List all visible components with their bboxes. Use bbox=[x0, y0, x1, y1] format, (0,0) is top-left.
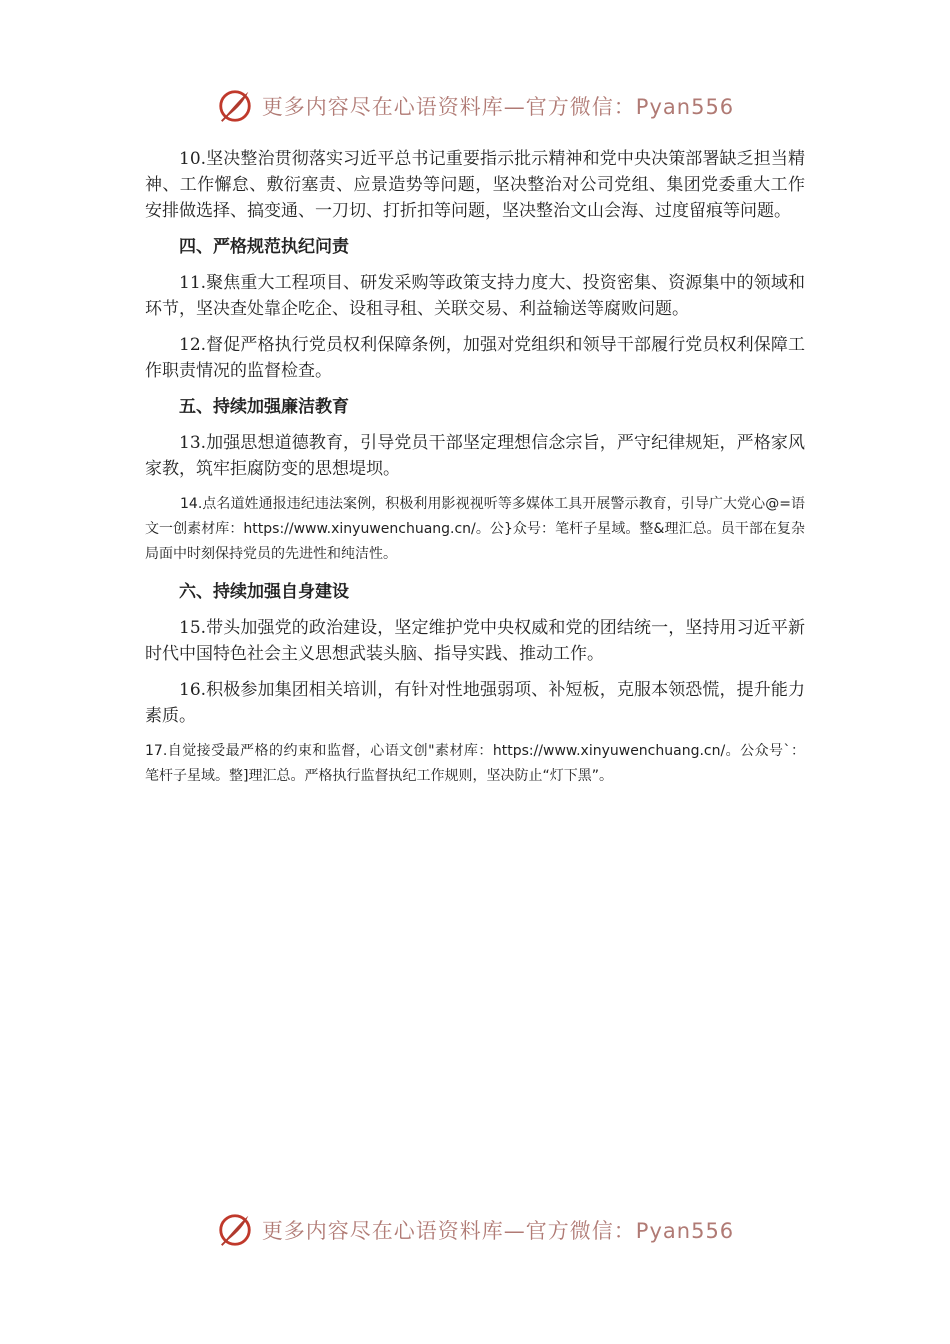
section-heading-4: 四、严格规范执纪问责 bbox=[179, 237, 349, 257]
paragraph-17: 17.自觉接受最严格的约束和监督，心语文创"素材库：https://www.xinyuwenchuang.cn/。公众号`：笔杆子星域。整]理汇总。严格执行监督执纪工作规则，坚决防止“灯下黑”。 bbox=[145, 743, 805, 784]
document-body bbox=[145, 146, 805, 801]
footer-banner-text: 更多内容尽在心语资料库—官方微信：Pyan556 bbox=[261, 1219, 735, 1243]
quill-pen-logo-icon bbox=[216, 87, 254, 125]
paragraph-15: 15.带头加强党的政治建设，坚定维护党中央权威和党的团结统一，坚持用习近平新时代中国特色社会主义思想武装头脑、指导实践、推动工作。 bbox=[145, 618, 805, 664]
header-banner bbox=[0, 84, 950, 128]
paragraph-11: 11.聚焦重大工程项目、研发采购等政策支持力度大、投资密集、资源集中的领域和环节，坚决查处靠企吃企、设租寻租、关联交易、利益输送等腐败问题。 bbox=[145, 273, 805, 319]
section-heading-6: 六、持续加强自身建设 bbox=[179, 582, 349, 602]
paragraph-10: 10.坚决整治贯彻落实习近平总书记重要指示批示精神和党中央决策部署缺乏担当精神、工作懈怠、敷衍塞责、应景造势等问题，坚决整治对公司党组、集团党委重大工作安排做选择、搞变通、一刀切、打折扣等问题，坚决整治文山会海、过度留痕等问题。 bbox=[145, 149, 805, 221]
header-banner-text: 更多内容尽在心语资料库—官方微信：Pyan556 bbox=[261, 95, 735, 119]
paragraph-12: 12.督促严格执行党员权利保障条例，加强对党组织和领导干部履行党员权利保障工作职责情况的监督检查。 bbox=[145, 335, 805, 381]
quill-pen-logo-icon bbox=[216, 1211, 254, 1249]
section-heading-5: 五、持续加强廉洁教育 bbox=[179, 397, 349, 417]
paragraph-14: 14.点名道姓通报违纪违法案例，积极利用影视视听等多媒体工具开展警示教育，引导广大党心@=语文一创素材库：https://www.xinyuwenchuang.cn/。公}众号：笔杆子星域。整&理汇总。员干部在复杂局面中时刻保持党员的先进性和纯洁性。 bbox=[145, 496, 805, 562]
paragraph-13: 13.加强思想道德教育，引导党员干部坚定理想信念宗旨，严守纪律规矩，严格家风家教，筑牢拒腐防变的思想堤坝。 bbox=[145, 433, 805, 479]
paragraph-16: 16.积极参加集团相关培训，有针对性地强弱项、补短板，克服本领恐慌，提升能力素质。 bbox=[145, 680, 805, 726]
footer-banner bbox=[0, 1208, 950, 1252]
